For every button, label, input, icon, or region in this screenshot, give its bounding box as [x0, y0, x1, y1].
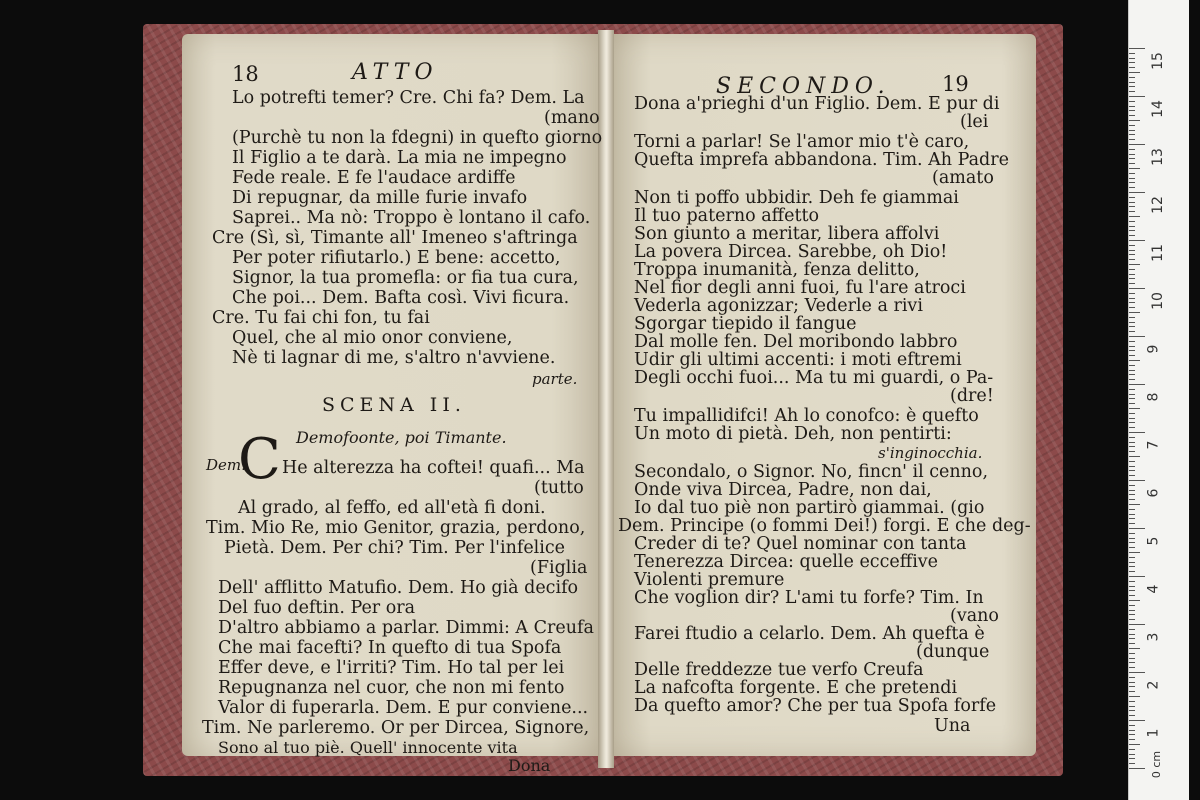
ruler-tick — [1129, 485, 1135, 486]
ruler-tick — [1129, 696, 1140, 697]
ruler-tick — [1129, 259, 1135, 260]
text-line: Tu impallidifci! Ah lo conofco: è quefto — [634, 406, 979, 426]
ruler-tick — [1129, 182, 1135, 183]
ruler-tick — [1129, 197, 1135, 198]
ruler-tick — [1129, 514, 1135, 515]
text-line: (amato — [932, 168, 994, 188]
left-running-head: ATTO — [352, 60, 439, 85]
text-line: Troppa inumanità, fenza delitto, — [634, 260, 920, 280]
ruler-tick — [1129, 379, 1135, 380]
ruler-number: 10 — [1149, 292, 1166, 310]
ruler-tick — [1129, 725, 1135, 726]
ruler-number: 3 — [1145, 632, 1162, 642]
ruler-tick — [1129, 437, 1135, 438]
ruler-tick — [1129, 494, 1135, 495]
ruler-tick — [1129, 202, 1135, 203]
ruler-number: 11 — [1149, 244, 1166, 262]
ruler-tick — [1129, 590, 1135, 591]
ruler-tick — [1129, 658, 1135, 659]
ruler-tick — [1129, 523, 1135, 524]
ruler-tick — [1129, 638, 1135, 639]
text-line: Per poter rifiutarlo.) E bene: accetto, — [232, 248, 561, 268]
ruler-tick — [1129, 566, 1135, 567]
ruler-tick — [1129, 610, 1135, 611]
text-line: Nel fior degli anni fuoi, fu l'are atroci — [634, 278, 966, 298]
text-line: Onde viva Dircea, Padre, non dai, — [634, 480, 932, 500]
stage-direction: parte. — [532, 370, 578, 388]
ruler-tick — [1129, 293, 1135, 294]
ruler-tick — [1129, 360, 1140, 361]
ruler-tick — [1129, 115, 1135, 116]
text-line: (Purchè tu non la fdegni) in quefto giorno — [232, 128, 603, 148]
text-line: Che mai facefti? In quefto di tua Spofa — [218, 638, 562, 658]
ruler-tick — [1129, 269, 1135, 270]
text-line: (lei — [960, 112, 989, 132]
catchword: Una — [934, 716, 971, 736]
text-line: Cre (Sì, sì, Timante all' Imeneo s'aftringa — [212, 228, 578, 248]
ruler-tick — [1129, 178, 1135, 179]
ruler-tick — [1129, 509, 1135, 510]
ruler-number: 15 — [1149, 52, 1166, 70]
ruler-tick — [1129, 446, 1135, 447]
ruler-number: 6 — [1145, 488, 1162, 498]
ruler-number: 5 — [1145, 536, 1162, 546]
ruler-tick — [1129, 187, 1135, 188]
text-line: Delle freddezze tue verfo Creufa — [634, 660, 924, 680]
ruler-tick — [1129, 211, 1135, 212]
ruler-tick — [1129, 302, 1135, 303]
ruler-tick — [1129, 245, 1135, 246]
text-line: Farei ftudio a celarlo. Dem. Ah quefta è — [634, 624, 985, 644]
ruler-tick — [1129, 134, 1135, 135]
text-line: Torni a parlar! Se l'amor mio t'è caro, — [634, 132, 970, 152]
text-line: Degli occhi fuoi... Ma tu mi guardi, o Pa- — [634, 368, 994, 388]
text-line: Di repugnar, da mille furie invafo — [232, 188, 528, 208]
text-line: Il Figlio a te darà. La mia ne impegno — [232, 148, 567, 168]
ruler-tick — [1129, 288, 1145, 289]
ruler-tick — [1129, 427, 1135, 428]
text-line: Pietà. Dem. Per chi? Tim. Per l'infelice — [224, 538, 566, 558]
ruler-tick — [1129, 542, 1135, 543]
ruler-tick — [1129, 682, 1135, 683]
ruler-tick — [1129, 158, 1135, 159]
ruler-tick — [1129, 398, 1135, 399]
ruler-tick — [1129, 374, 1135, 375]
ruler-tick — [1129, 710, 1135, 711]
ruler-tick — [1129, 346, 1135, 347]
ruler-tick — [1129, 67, 1135, 68]
ruler-tick — [1129, 226, 1135, 227]
ruler-tick — [1129, 336, 1145, 337]
ruler-tick — [1129, 322, 1135, 323]
text-line: Saprei.. Ma nò: Troppo è lontano il cafo. — [232, 208, 591, 228]
ruler-tick — [1129, 686, 1135, 687]
text-line: Al grado, al feffo, ed all'età fi doni. — [238, 498, 546, 518]
text-line: Dell' afflitto Matufio. Dem. Ho già decifo — [218, 578, 579, 598]
text-line: Il tuo paterno affetto — [634, 206, 820, 226]
ruler-tick — [1129, 461, 1135, 462]
ruler-tick — [1129, 662, 1135, 663]
ruler-tick — [1129, 331, 1135, 332]
ruler-tick — [1129, 307, 1135, 308]
ruler-tick — [1129, 701, 1135, 702]
ruler-tick — [1129, 653, 1135, 654]
right-page-number: 19 — [942, 72, 969, 96]
scene-title: SCENA II. — [322, 394, 466, 416]
text-line: Io dal tuo piè non partirò giammai. (gio — [634, 498, 985, 518]
text-line: Sono al tuo piè. Quell' innocente vita — [218, 738, 518, 757]
ruler-tick — [1129, 106, 1135, 107]
drop-cap: C — [238, 427, 281, 492]
ruler-tick — [1129, 403, 1135, 404]
text-line: (mano — [544, 108, 600, 128]
ruler-tick — [1129, 86, 1135, 87]
ruler-number: 8 — [1145, 392, 1162, 402]
ruler-tick — [1129, 581, 1135, 582]
ruler-tick — [1129, 413, 1135, 414]
text-line: Tim. Ne parleremo. Or per Dircea, Signore, — [202, 718, 590, 738]
ruler-number: 12 — [1149, 196, 1166, 214]
ruler-tick — [1129, 624, 1145, 625]
ruler-tick — [1129, 149, 1135, 150]
text-line: Tim. Mio Re, mio Genitor, grazia, perdono, — [206, 518, 586, 538]
ruler-tick — [1129, 230, 1135, 231]
text-line: (dunque — [916, 642, 990, 662]
ruler-tick — [1129, 62, 1135, 63]
ruler-tick — [1129, 456, 1140, 457]
ruler-tick — [1129, 72, 1140, 73]
ruler-tick — [1129, 763, 1135, 764]
ruler-tick — [1129, 394, 1135, 395]
ruler-tick — [1129, 571, 1135, 572]
ruler-tick — [1129, 634, 1135, 635]
ruler-tick — [1129, 768, 1145, 769]
speaker-label: Dem. — [206, 456, 246, 474]
ruler-tick — [1129, 168, 1140, 169]
text-line: Signor, la tua promefla: or fia tua cura, — [232, 268, 579, 288]
text-line: Dal molle fen. Del moribondo labbro — [634, 332, 958, 352]
ruler-tick — [1129, 538, 1135, 539]
ruler-tick — [1129, 365, 1135, 366]
text-line: Udir gli ultimi accenti: i moti eftremi — [634, 350, 962, 370]
ruler-tick — [1129, 643, 1135, 644]
ruler-number: 4 — [1145, 584, 1162, 594]
ruler-tick — [1129, 350, 1135, 351]
ruler-number: 1 — [1145, 728, 1162, 738]
ruler-tick — [1129, 605, 1135, 606]
ruler-tick — [1129, 629, 1135, 630]
ruler-tick — [1129, 595, 1135, 596]
ruler-tick — [1129, 221, 1135, 222]
text-line: Dona a'prieghi d'un Figlio. Dem. E pur di — [634, 94, 1000, 114]
text-line: Sgorgar tiepido il fangue — [634, 314, 857, 334]
ruler-number: 9 — [1145, 344, 1162, 354]
text-line: He alterezza ha coftei! quafi... Ma — [282, 458, 585, 478]
ruler-tick — [1129, 432, 1145, 433]
ruler-tick — [1129, 250, 1135, 251]
ruler-tick — [1129, 384, 1145, 385]
ruler-tick — [1129, 667, 1135, 668]
ruler-tick — [1129, 758, 1135, 759]
ruler-tick — [1129, 442, 1135, 443]
ruler-tick — [1129, 58, 1135, 59]
text-line: Lo potrefti temer? Cre. Chi fa? Dem. La — [232, 88, 585, 108]
ruler-tick — [1129, 451, 1135, 452]
ruler-tick — [1129, 739, 1135, 740]
ruler-unit-label: 0 cm — [1150, 750, 1164, 779]
ruler-number: 14 — [1149, 100, 1166, 118]
ruler-tick — [1129, 254, 1135, 255]
ruler-tick — [1129, 77, 1135, 78]
text-line: Fede reale. E fe l'audace ardiffe — [232, 168, 516, 188]
ruler-tick — [1129, 312, 1140, 313]
ruler-tick — [1129, 600, 1140, 601]
measurement-ruler — [1128, 0, 1189, 800]
text-line: Creder di te? Quel nominar con tanta — [634, 534, 967, 554]
text-line: Vederla agonizzar; Vederle a rivi — [634, 296, 923, 316]
ruler-tick — [1129, 240, 1145, 241]
ruler-tick — [1129, 547, 1135, 548]
text-line: Secondalo, o Signor. No, fincn' il cenno, — [634, 462, 989, 482]
text-line: Valor di fuperarla. Dem. E pur conviene... — [218, 698, 589, 718]
ruler-tick — [1129, 139, 1135, 140]
ruler-tick — [1129, 408, 1140, 409]
ruler-tick — [1129, 533, 1135, 534]
text-line: (dre! — [950, 386, 994, 406]
ruler-number: 13 — [1149, 148, 1166, 166]
ruler-tick — [1129, 734, 1135, 735]
ruler-tick — [1129, 677, 1135, 678]
ruler-tick — [1129, 130, 1135, 131]
text-line: Quefta imprefa abbandona. Tim. Ah Padre — [634, 150, 1009, 170]
ruler-tick — [1129, 370, 1135, 371]
ruler-tick — [1129, 82, 1135, 83]
ruler-tick — [1129, 274, 1135, 275]
ruler-tick — [1129, 586, 1135, 587]
ruler-tick — [1129, 298, 1135, 299]
text-line: Che voglion dir? L'ami tu forfe? Tim. In — [634, 588, 984, 608]
ruler-tick — [1129, 120, 1140, 121]
ruler-tick — [1129, 754, 1135, 755]
ruler-tick — [1129, 749, 1135, 750]
ruler-tick — [1129, 389, 1135, 390]
ruler-tick — [1129, 619, 1135, 620]
ruler-tick — [1129, 355, 1135, 356]
text-line: Non ti poffo ubbidir. Deh fe giammai — [634, 188, 959, 208]
text-line: La nafcofta forgente. E che pretendi — [634, 678, 958, 698]
ruler-tick — [1129, 614, 1135, 615]
ruler-tick — [1129, 235, 1135, 236]
ruler-tick — [1129, 715, 1135, 716]
ruler-number: 7 — [1145, 440, 1162, 450]
ruler-tick — [1129, 110, 1135, 111]
left-page-number: 18 — [232, 62, 259, 86]
ruler-tick — [1129, 552, 1140, 553]
text-line: Son giunto a meritar, libera affolvi — [634, 224, 940, 244]
ruler-tick — [1129, 53, 1135, 54]
ruler-tick — [1129, 475, 1135, 476]
text-line: Che poi... Dem. Bafta così. Vivi ficura. — [232, 288, 570, 308]
text-line: (Figlia — [530, 558, 588, 578]
ruler-tick — [1129, 422, 1135, 423]
ruler-tick — [1129, 648, 1140, 649]
text-line: Da quefto amor? Che per tua Spofa forfe — [634, 696, 997, 716]
ruler-tick — [1129, 144, 1145, 145]
text-line: Dem. Principe (o fommi Dei!) forgi. E che deg- — [618, 516, 1031, 536]
ruler-tick — [1129, 206, 1135, 207]
ruler-tick — [1129, 163, 1135, 164]
ruler-tick — [1129, 326, 1135, 327]
ruler-tick — [1129, 101, 1135, 102]
text-line: D'altro abbiamo a parlar. Dimmi: A Creufa — [218, 618, 594, 638]
ruler-tick — [1129, 125, 1135, 126]
text-line: La povera Dircea. Sarebbe, oh Dio! — [634, 242, 948, 262]
text-line: Effer deve, e l'irriti? Tim. Ho tal per lei — [218, 658, 565, 678]
text-line: (vano — [950, 606, 999, 626]
ruler-tick — [1129, 744, 1140, 745]
ruler-tick — [1129, 216, 1140, 217]
text-line: Un moto di pietà. Deh, non pentirti: — [634, 424, 952, 444]
ruler-tick — [1129, 96, 1145, 97]
ruler-tick — [1129, 562, 1135, 563]
ruler-tick — [1129, 557, 1135, 558]
text-line: Cre. Tu fai chi fon, tu fai — [212, 308, 430, 328]
ruler-tick — [1129, 720, 1145, 721]
ruler-tick — [1129, 192, 1145, 193]
ruler-tick — [1129, 317, 1135, 318]
ruler-number: 2 — [1145, 680, 1162, 690]
ruler-tick — [1129, 576, 1145, 577]
ruler-tick — [1129, 691, 1135, 692]
ruler-tick — [1129, 528, 1145, 529]
text-line: Tenerezza Dircea: quelle ecceffive — [634, 552, 939, 572]
ruler-tick — [1129, 672, 1145, 673]
text-line: Repugnanza nel cuor, che non mi fento — [218, 678, 565, 698]
text-line: Violenti premure — [634, 570, 785, 590]
ruler-tick — [1129, 466, 1135, 467]
ruler-tick — [1129, 470, 1135, 471]
right-running-head: SECONDO. — [716, 74, 891, 99]
ruler-tick — [1129, 278, 1135, 279]
text-line: (tutto — [534, 478, 584, 498]
ruler-tick — [1129, 154, 1135, 155]
ruler-tick — [1129, 480, 1145, 481]
ruler-tick — [1129, 518, 1135, 519]
ruler-tick — [1129, 418, 1135, 419]
ruler-tick — [1129, 91, 1135, 92]
ruler-tick — [1129, 341, 1135, 342]
ruler-tick — [1129, 504, 1140, 505]
scene-subtitle: Demofoonte, poi Timante. — [296, 428, 507, 447]
ruler-tick — [1129, 490, 1135, 491]
ruler-tick — [1129, 706, 1135, 707]
text-line: Del fuo deftin. Per ora — [218, 598, 416, 618]
catchword: Dona — [508, 756, 551, 775]
ruler-tick — [1129, 283, 1135, 284]
ruler-tick — [1129, 264, 1140, 265]
ruler-tick — [1129, 48, 1145, 49]
text-line: Nè ti lagnar di me, s'altro n'avviene. — [232, 348, 556, 368]
ruler-tick — [1129, 499, 1135, 500]
text-line: Quel, che al mio onor conviene, — [232, 328, 513, 348]
ruler-tick — [1129, 730, 1135, 731]
ruler-tick — [1129, 173, 1135, 174]
stage-direction: s'inginocchia. — [878, 444, 983, 462]
